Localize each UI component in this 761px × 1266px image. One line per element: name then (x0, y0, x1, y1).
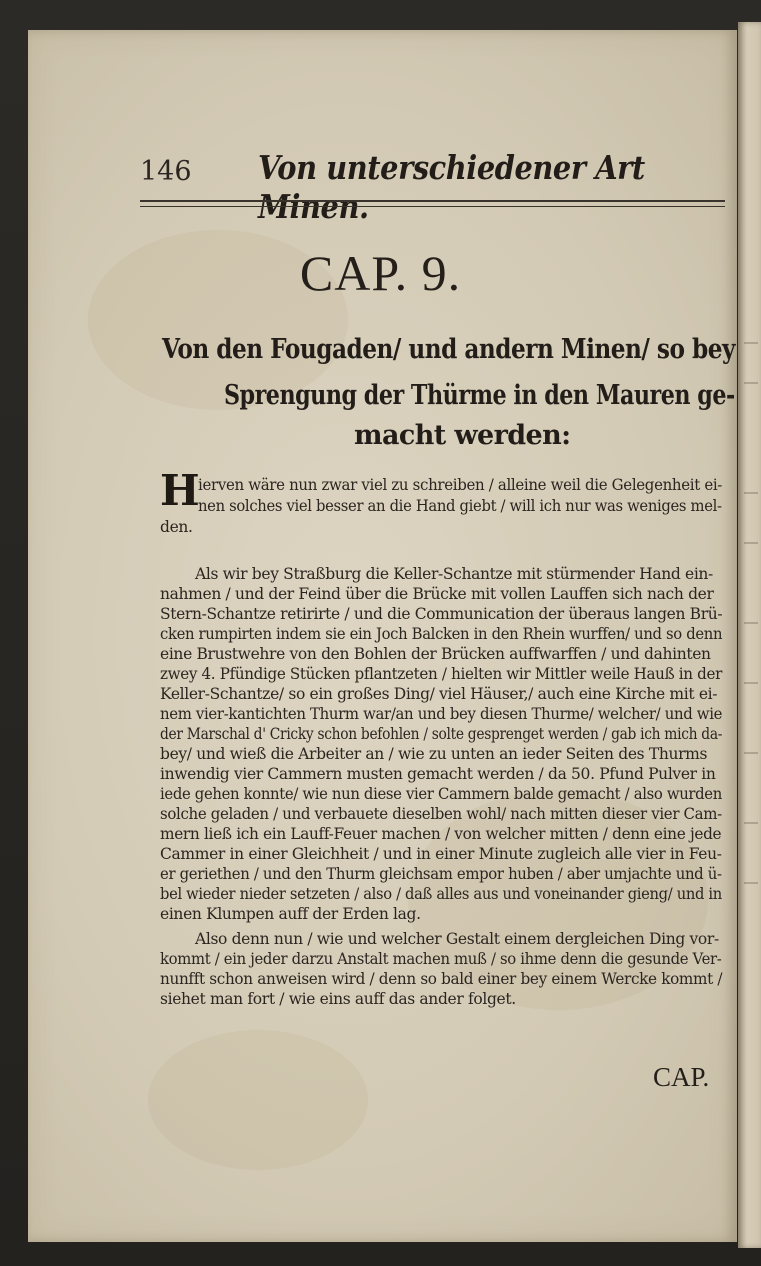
text-line: den. (160, 518, 193, 536)
text-line: bey/ und wieß die Arbeiter an / wie zu unten an ieder Seiten des Thurms (160, 745, 708, 763)
heading-line: Von den Fougaden/ und andern Minen/ so bey (162, 334, 735, 365)
text-line: kommt / ein jeder darzu Anstalt machen muß / so ihme denn die gesunde Ver- (160, 950, 722, 968)
text-line: ierven wäre nun zwar viel zu schreiben / alleine weil die Gelegenheit ei- (198, 476, 723, 494)
text-line: cken rumpirten indem sie ein Joch Balcken in den Rhein wurffen/ und so denn (160, 625, 723, 643)
text-line: einen Klumpen auff der Erden lag. (160, 905, 421, 923)
text-line: der Marschal d' Cricky schon befohlen / solte gesprenget werden / gab ich mich da- (160, 725, 723, 743)
text-line: mern ließ ich ein Lauff-Feuer machen / von welcher mitten / denn eine jede (160, 825, 722, 843)
text-line: Cammer in einer Gleichheit / und in einer Minute zugleich alle vier in Feu- (160, 845, 722, 863)
page-number: 146 (140, 156, 192, 187)
text-line: solche geladen / und verbauete dieselben wohl/ nach mitten dieser vier Cam- (160, 805, 722, 823)
heading-line: macht werden: (354, 420, 571, 451)
catchword: CAP. (653, 1062, 710, 1092)
chapter-heading: CAP. 9. (299, 245, 462, 301)
text-line: Also denn nun / wie und welcher Gestalt einem dergleichen Ding vor- (195, 930, 719, 948)
text-line: er geriethen / und den Thurm gleichsam empor huben / aber umjachte und ü- (160, 865, 722, 883)
heading-line: Sprengung der Thürme in den Mauren ge- (224, 380, 735, 411)
text-line: nunfft schon anweisen wird / denn so bald einer bey einem Wercke kommt / (160, 970, 723, 988)
drop-cap: H (160, 466, 200, 515)
next-page-edge (738, 22, 761, 1248)
text-line: inwendig vier Cammern musten gemacht werden / da 50. Pfund Pulver in (160, 765, 716, 783)
text-line: nen solches viel besser an die Hand giebt / will ich nur was weniges mel- (198, 497, 722, 515)
text-line: eine Brustwehre von den Bohlen der Brücken auffwarffen / und dahinten (160, 645, 711, 663)
text-line: bel wieder nieder setzeten / also / daß alles aus und voneinander gieng/ und in (160, 885, 722, 903)
text-line: Keller-Schantze/ so ein großes Ding/ viel Häuser,/ auch eine Kirche mit ei- (160, 685, 718, 703)
page-header (140, 148, 720, 226)
text-line: nahmen / und der Feind über die Brücke mit vollen Lauffen sich nach der (160, 585, 714, 603)
header-rule (140, 200, 725, 207)
text-line: Als wir bey Straßburg die Keller-Schantze mit stürmender Hand ein- (195, 565, 713, 583)
text-line: nem vier-kantichten Thurm war/an und bey diesen Thurme/ welcher/ und wie (160, 705, 723, 723)
running-title: Von unterschiedener Art Minen. (258, 148, 645, 226)
text-line: iede gehen konnte/ wie nun diese vier Cammern balde gemacht / also wurden (160, 785, 722, 803)
text-line: zwey 4. Pfündige Stücken pflantzeten / hielten wir Mittler weile Hauß in der (160, 665, 723, 683)
text-line: siehet man fort / wie eins auff das ander folget. (160, 990, 516, 1008)
text-line: Stern-Schantze retirirte / und die Communication der überaus langen Brü- (160, 605, 723, 623)
